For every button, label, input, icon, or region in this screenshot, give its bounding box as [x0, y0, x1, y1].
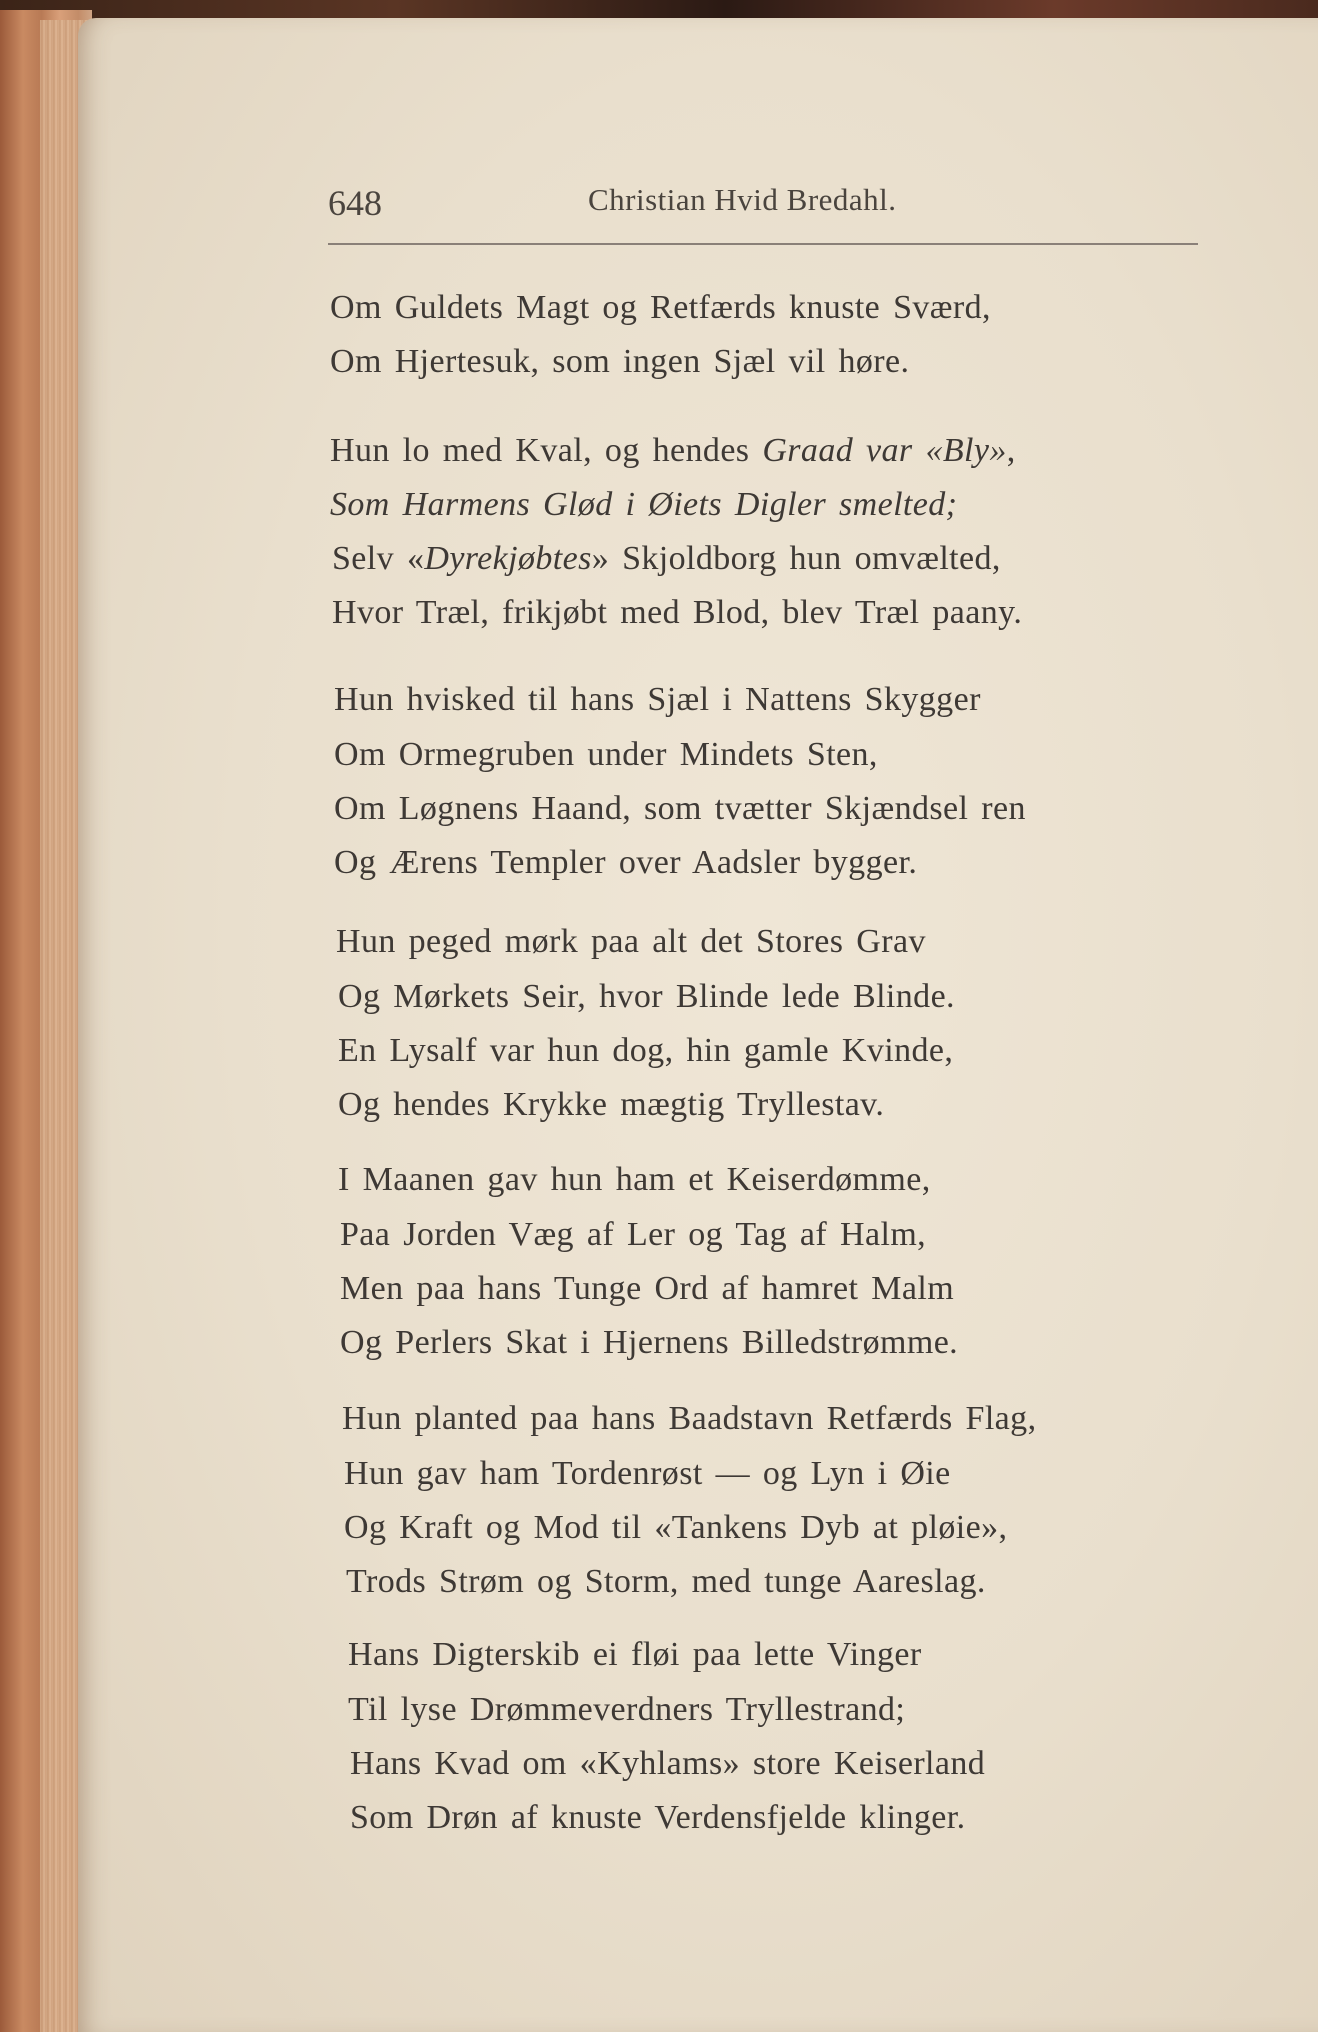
poem-line: Hun peged mørk paa alt det Stores Grav [336, 923, 926, 960]
page-number: 648 [328, 183, 382, 223]
poem-line: Og Mørkets Seir, hvor Blinde lede Blinde. [338, 978, 955, 1015]
poem-line: Som Drøn af knuste Verdensfjelde klinger. [350, 1799, 966, 1836]
poem-line: Selv «Dyrekjøbtes» Skjoldborg hun omvælted, [332, 540, 1001, 577]
header-rule [328, 243, 1198, 245]
poem-line: Hvor Træl, frikjøbt med Blod, blev Træl paany. [332, 594, 1023, 631]
poem-line: Hun gav ham Tordenrøst — og Lyn i Øie [344, 1455, 951, 1492]
poem-line: Om Ormegruben under Mindets Sten, [334, 736, 878, 773]
poem-line: Og hendes Krykke mægtig Tryllestav. [338, 1086, 885, 1123]
poem-line: Paa Jorden Væg af Ler og Tag af Halm, [340, 1216, 927, 1253]
page-header-title: Christian Hvid Bredahl. [588, 182, 897, 217]
italic-phrase: Graad var «Bly» [762, 432, 1007, 469]
italic-phrase: Dyrekjøbtes [424, 540, 592, 577]
poem-line: Hun planted paa hans Baadstavn Retfærds Flag, [342, 1400, 1037, 1437]
poem-line: Trods Strøm og Storm, med tunge Aareslag. [346, 1563, 986, 1600]
poem-line: Om Hjertesuk, som ingen Sjæl vil høre. [330, 343, 910, 380]
poem-line: Men paa hans Tunge Ord af hamret Malm [340, 1270, 955, 1307]
poem-line: Og Perlers Skat i Hjernens Billedstrømme. [340, 1324, 959, 1361]
poem-line: Og Kraft og Mod til «Tankens Dyb at pløie», [344, 1509, 1008, 1546]
poem-line: Hun hvisked til hans Sjæl i Nattens Skygger [334, 681, 981, 718]
poem-line: Hun lo med Kval, og hendes Graad var «Bly», [330, 432, 1016, 469]
poem-line: Som Harmens Glød i Øiets Digler smelted; [330, 486, 958, 523]
poem-line: En Lysalf var hun dog, hin gamle Kvinde, [338, 1032, 954, 1069]
poem-line: Og Ærens Templer over Aadsler bygger. [334, 844, 918, 881]
poem-line: Til lyse Drømmeverdners Tryllestrand; [348, 1691, 906, 1728]
poem-line: Hans Kvad om «Kyhlams» store Keiserland [350, 1745, 986, 1782]
poem-line: Om Løgnens Haand, som tvætter Skjændsel ren [334, 790, 1026, 827]
poem-line: Hans Digterskib ei fløi paa lette Vinger [348, 1636, 922, 1673]
running-head [328, 178, 1198, 228]
poem-line: Om Guldets Magt og Retfærds knuste Sværd, [330, 289, 991, 326]
poem-line: I Maanen gav hun ham et Keiserdømme, [338, 1161, 931, 1198]
